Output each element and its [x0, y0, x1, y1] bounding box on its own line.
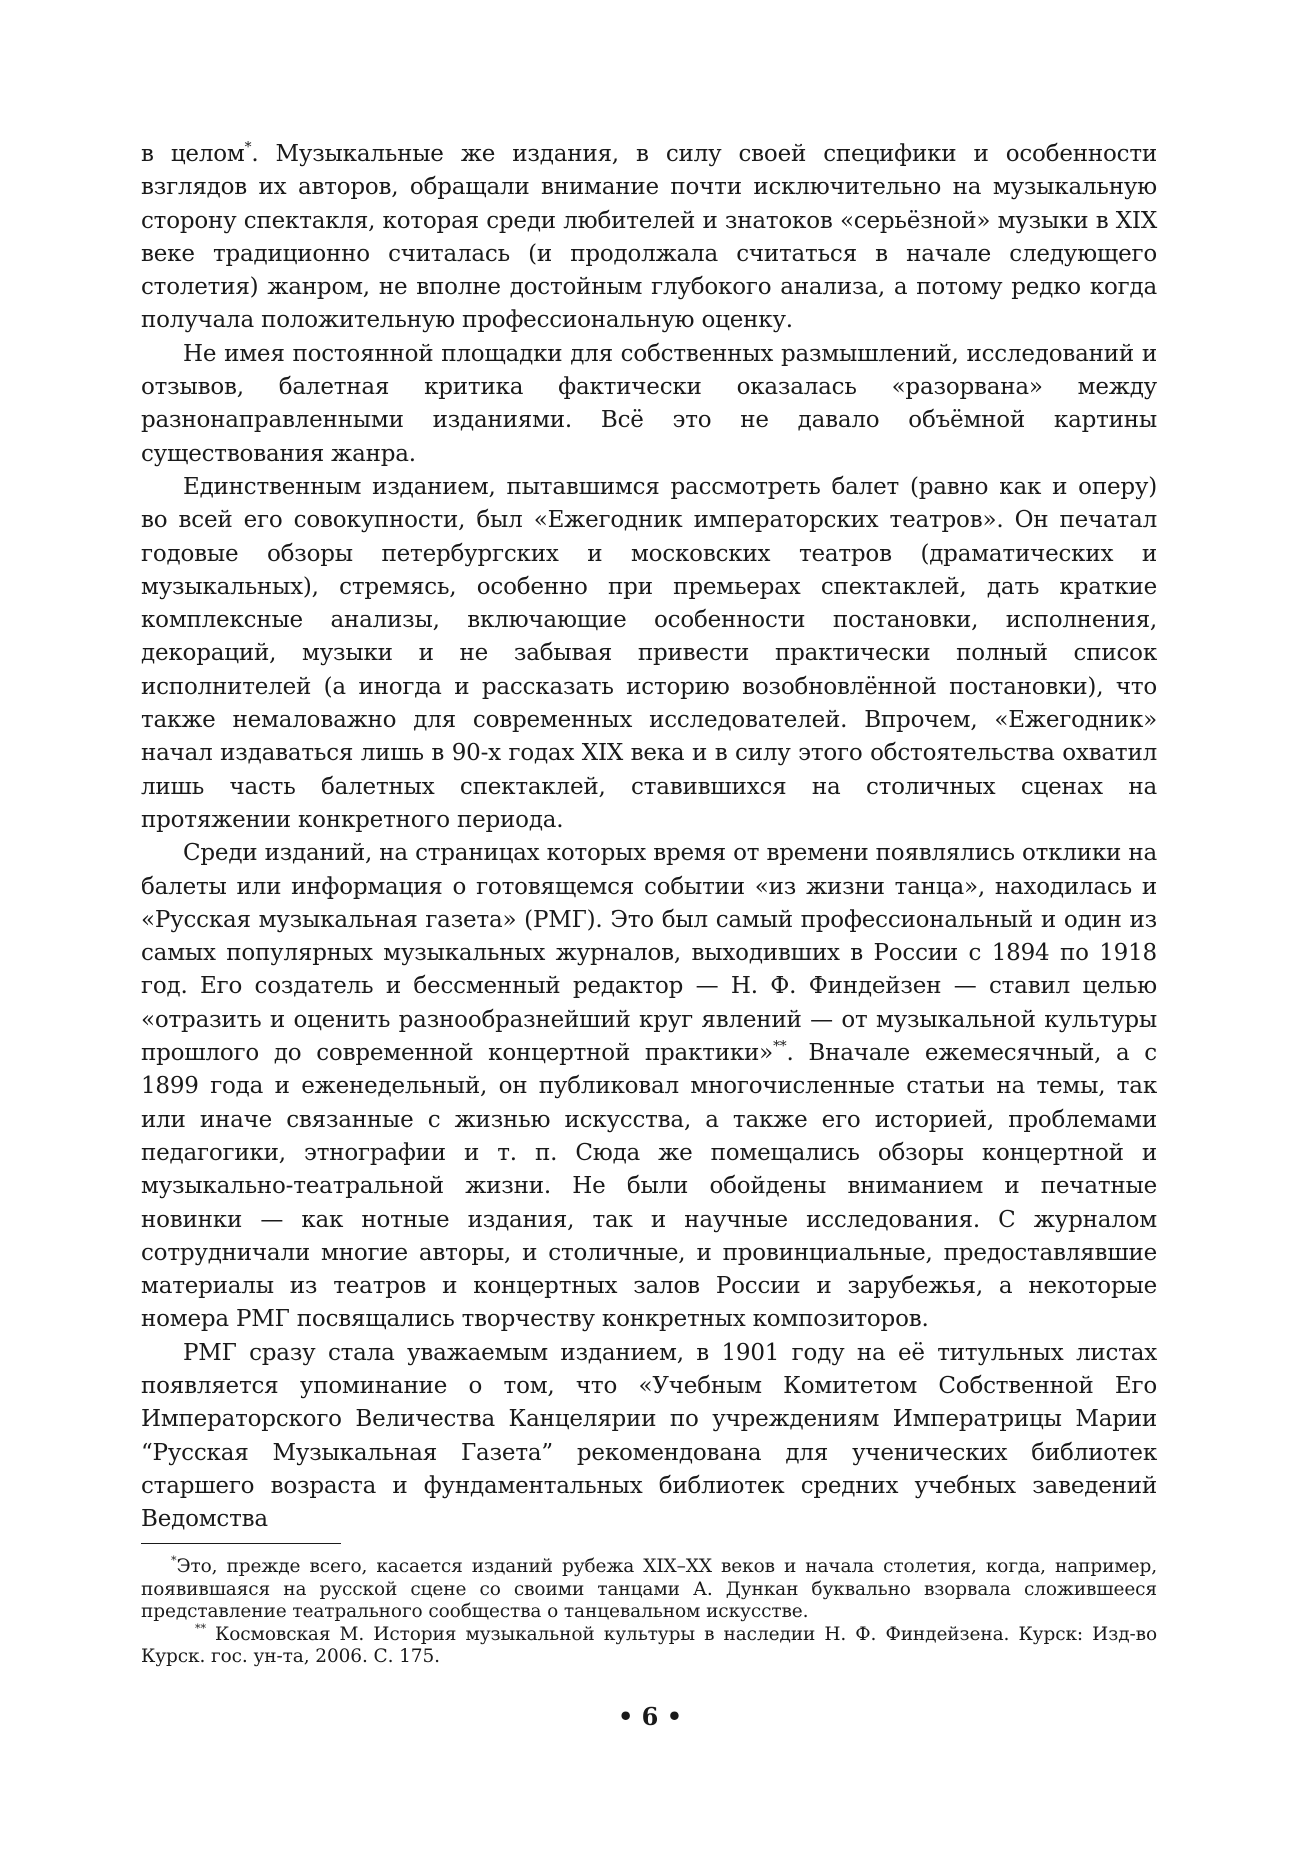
- footnote-divider: [141, 1543, 341, 1544]
- paragraph-4: [141, 837, 1157, 1336]
- footnote-1: [141, 1556, 1157, 1624]
- footnote-ref-2[interactable]: **: [773, 1038, 787, 1055]
- paragraph-3: Единственным изданием, пытавшимся рассмотреть балет (равно как и оперу) во всей его совокупности, был «Ежегодник императорских театров». Он печатал годовые обзоры петербургских и московских театров (драматических и музыкальных), стремясь, особенно при премьерах спектаклей, дать краткие комплексные анализы, включающие особенности постановки, исполнения, декораций, музыки и не забывая привести практически полный список исполнителей (а иногда и рассказать историю возобновлённой постановки), что также немаловажно для современных исследователей. Впрочем, «Ежегодник» начал издаваться лишь в 90-х годах XIX века и в силу этого обстоятельства охватил лишь часть балетных спектаклей, ставившихся на столичных сценах на протяжении конкретного периода.: [141, 473, 1157, 833]
- paragraph-1-rest: . Музыкальные же издания, в силу своей специфики и особенности взглядов их авторов, обращали внимание почти исключительно на музыкальную сторону спектакля, которая среди любителей и знатоков «серьёзной» музыки в XIX веке традиционно считалась (и продолжала считаться в начале следующего столетия) жанром, не вполне достойным глубокого анализа, а потому редко когда получала положительную профессиональную оценку.: [141, 141, 1157, 334]
- footnote-2-mark: **: [195, 1621, 206, 1635]
- paragraph-2: Не имея постоянной площадки для собственных размышлений, исследований и отзывов, балетная критика фактически оказалась «разорвана» между разнонаправленными изданиями. Всё это не давало объёмной картины существования жанра.: [141, 340, 1157, 467]
- footnote-2: [141, 1621, 1157, 1669]
- paragraph-4-start: Среди изданий, на страницах которых время от времени появлялись отклики на балеты или информация о готовящемся событии «из жизни танца», находилась и «Русская музыкальная газета» (РМГ). Это был самый профессиональный и один из самых популярных музыкальных журналов, выходивших в России с 1894 по 1918 год. Его создатель и бессменный редактор — Н. Ф. Финдейзен — ставил целью «отразить и оценить разнообразнейший круг явлений — от музыкальной культуры прошлого до современной концертной практики»: [141, 840, 1157, 1067]
- footnote-1-mark: *: [171, 1554, 177, 1568]
- main-text: [141, 138, 1157, 1536]
- page-number: • 6 •: [617, 1702, 683, 1731]
- footnote-1-text: Это, прежде всего, касается изданий рубежа XIX–XX веков и начала столетия, когда, например, появившаяся на русской сцене со своими танцами А. Дункан буквально взорвала сложившееся представление театрального сообщества о танцевальном искусстве.: [141, 1556, 1157, 1622]
- footnote-ref-1[interactable]: *: [244, 139, 252, 156]
- footnotes: [141, 1556, 1157, 1669]
- paragraph-1: [141, 138, 1157, 338]
- paragraph-5: РМГ сразу стала уважаемым изданием, в 1901 году на её титульных листах появляется упоминание о том, что «Учебным Комитетом Собственной Его Императорского Величества Канцелярии по учреждениям Императрицы Марии “Русская Музыкальная Газета” рекомендована для ученических библиотек старшего возраста и фундаментальных библиотек средних учебных заведений Ведомства: [141, 1339, 1157, 1533]
- paragraph-4-rest: . Вначале ежемесячный, а с 1899 года и еженедельный, он публиковал многочисленные статьи на темы, так или иначе связанные с жизнью искусства, а также его историей, проблемами педагогики, этнографии и т. п. Сюда же помещались обзоры концертной и музыкально-театральной жизни. Не были обойдены вниманием и печатные новинки — как нотные издания, так и научные исследования. С журналом сотрудничали многие авторы, и столичные, и провинциальные, предоставлявшие материалы из театров и концертных залов России и зарубежья, а некоторые номера РМГ посвящались творчеству конкретных композиторов.: [141, 1040, 1157, 1333]
- footnote-2-text: Космовская М. История музыкальной культуры в наследии Н. Ф. Финдейзена. Курск: Изд-во Курск. гос. ун-та, 2006. С. 175.: [141, 1623, 1157, 1667]
- paragraph-1-start: в целом: [141, 141, 245, 167]
